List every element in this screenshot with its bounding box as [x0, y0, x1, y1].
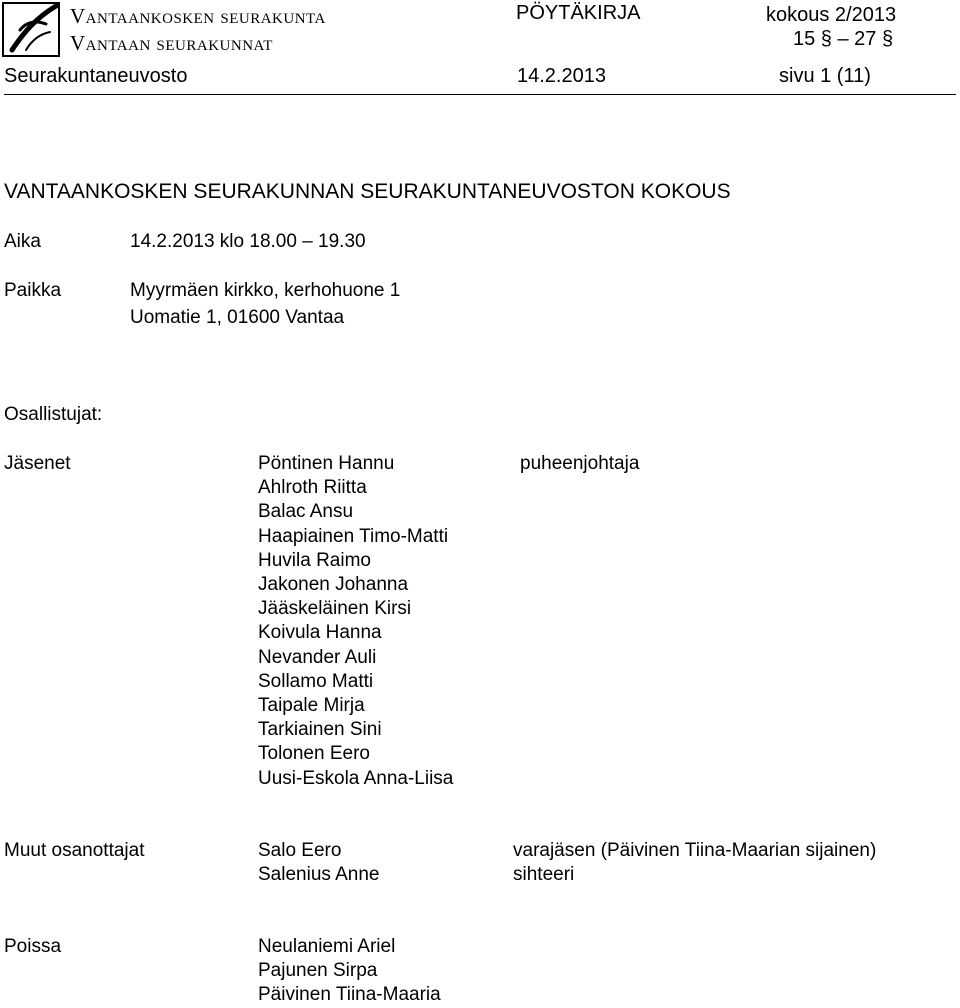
list-item: Salenius Anne: [258, 864, 380, 886]
role-item: varajäsen (Päivinen Tiina-Maarian sijainen): [513, 840, 877, 861]
list-item: Ahlroth Riitta: [258, 477, 367, 499]
chair-role: puheenjohtaja: [520, 453, 640, 474]
others-roles: [513, 839, 876, 887]
list-item: Sollamo Matti: [258, 670, 374, 692]
org-name-line2: Vantaan seurakunnat: [70, 31, 273, 55]
role-item: sihteeri: [513, 864, 575, 886]
place-label: Paikka: [4, 280, 62, 301]
meeting-date: 14.2.2013: [517, 65, 606, 87]
place-line2: Uomatie 1, 01600 Vantaa: [130, 307, 345, 328]
list-item: Pöntinen Hannu: [258, 453, 395, 474]
doc-type: PÖYTÄKIRJA: [516, 2, 641, 24]
document-title: VANTAANKOSKEN SEURAKUNNAN SEURAKUNTANEUVOSTON KOKOUS: [4, 180, 731, 203]
list-item: Haapiainen Timo-Matti: [258, 525, 449, 547]
time-label: Aika: [4, 231, 41, 252]
list-item: Tolonen Eero: [258, 743, 370, 765]
list-item: Koivula Hanna: [258, 622, 382, 644]
header-divider: [4, 94, 956, 95]
list-item: Neulaniemi Ariel: [258, 936, 396, 957]
list-item: Jääskeläinen Kirsi: [258, 598, 412, 620]
list-item: Jakonen Johanna: [258, 574, 409, 596]
place-line1: Myyrmäen kirkko, kerhohuone 1: [130, 280, 401, 301]
list-item: Tarkiainen Sini: [258, 719, 382, 741]
list-item: Taipale Mirja: [258, 695, 365, 717]
list-item: Uusi-Eskola Anna-Liisa: [258, 767, 454, 789]
page-number: sivu 1 (11): [779, 65, 871, 87]
list-item: Balac Ansu: [258, 501, 354, 523]
others-label: Muut osanottajat: [4, 840, 145, 861]
time-value: 14.2.2013 klo 18.00 – 19.30: [130, 231, 366, 252]
list-item: Pajunen Sirpa: [258, 960, 378, 982]
absent-list: [258, 935, 441, 1008]
participants-label: Osallistujat:: [4, 404, 103, 425]
list-item: Salo Eero: [258, 840, 342, 861]
section-range: 15 § – 27 §: [793, 28, 894, 50]
meeting-number: kokous 2/2013: [766, 4, 897, 26]
church-logo-icon: [2, 0, 62, 58]
body-name: Seurakuntaneuvosto: [4, 65, 188, 87]
org-name-line1: Vantaankosken seurakunta: [70, 4, 326, 28]
list-item: Huvila Raimo: [258, 549, 371, 571]
members-label: Jäsenet: [4, 453, 71, 474]
list-item: Päivinen Tiina-Maaria: [258, 984, 441, 1006]
members-list: [258, 452, 453, 791]
list-item: Nevander Auli: [258, 646, 377, 668]
others-list: [258, 839, 380, 887]
absent-label: Poissa: [4, 936, 62, 957]
